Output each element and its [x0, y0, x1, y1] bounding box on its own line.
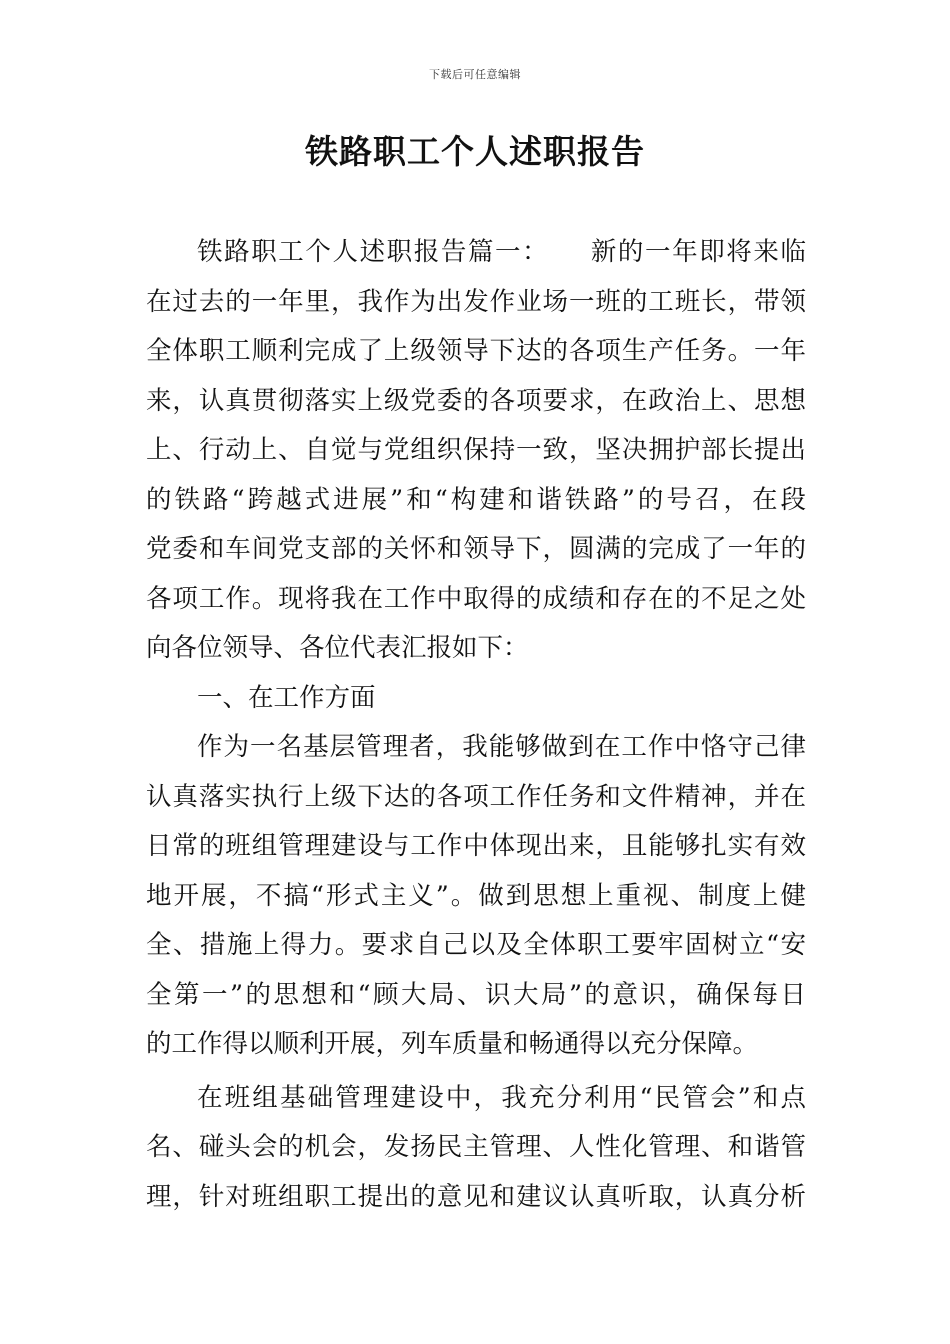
document-body: [146, 228, 806, 1222]
section-heading-part-one: 铁路职工个人述职报告篇一：: [197, 237, 550, 267]
paragraph-line: 党委和车间党支部的关怀和领导下，圆满的完成了一年的: [146, 534, 806, 564]
paragraph-line: 日常的班组管理建设与工作中体现出来，且能够扎实有效: [146, 831, 806, 861]
paragraph-line: 认真落实执行上级下达的各项工作任务和文件精神，并在: [146, 781, 806, 812]
section-heading: 一、在工作方面: [197, 682, 376, 713]
paragraph-line: 在过去的一年里，我作为出发作业场一班的工班长，带领: [146, 286, 806, 317]
paragraph-line: 地开展，不搞“形式主义”。做到思想上重视、制度上健: [146, 880, 806, 911]
paragraph-line: 来，认真贯彻落实上级党委的各项要求，在政治上、思想: [146, 385, 806, 416]
paragraph-line: 的工作得以顺利开展，列车质量和畅通得以充分保障。: [146, 1029, 759, 1059]
paragraph-line: 理，针对班组职工提出的意见和建议认真听取，认真分析: [146, 1181, 806, 1212]
paragraph-line: 各项工作。现将我在工作中取得的成绩和存在的不足之处: [146, 583, 806, 614]
paragraph-line: 上、行动上、自觉与党组织保持一致，坚决拥护部长提出: [146, 435, 806, 465]
paragraph-line: 在班组基础管理建设中，我充分利用“民管会”和点: [197, 1082, 806, 1113]
paragraph-line: [146, 228, 806, 278]
paragraph-line: 名、碰头会的机会，发扬民主管理、人性化管理、和谐管: [146, 1132, 806, 1162]
document-title: 铁路职工个人述职报告: [305, 132, 645, 171]
paragraph-line: 向各位领导、各位代表汇报如下：: [146, 633, 529, 663]
paragraph-line: 全、措施上得力。要求自己以及全体职工要牢固树立“安: [146, 930, 806, 960]
paragraph-line-text: 新的一年即将来临: [589, 237, 806, 267]
paragraph-line: 全第一”的思想和“顾大局、识大局”的意识，确保每日: [146, 979, 806, 1010]
paragraph-line: 全体职工顺利完成了上级领导下达的各项生产任务。一年: [146, 336, 806, 366]
paragraph-line: 的铁路“跨越式进展”和“构建和谐铁路”的号召，在段: [146, 484, 806, 515]
page-header-note: 下载后可任意编辑: [429, 68, 521, 81]
paragraph-line: 作为一名基层管理者，我能够做到在工作中恪守己律: [197, 732, 806, 762]
